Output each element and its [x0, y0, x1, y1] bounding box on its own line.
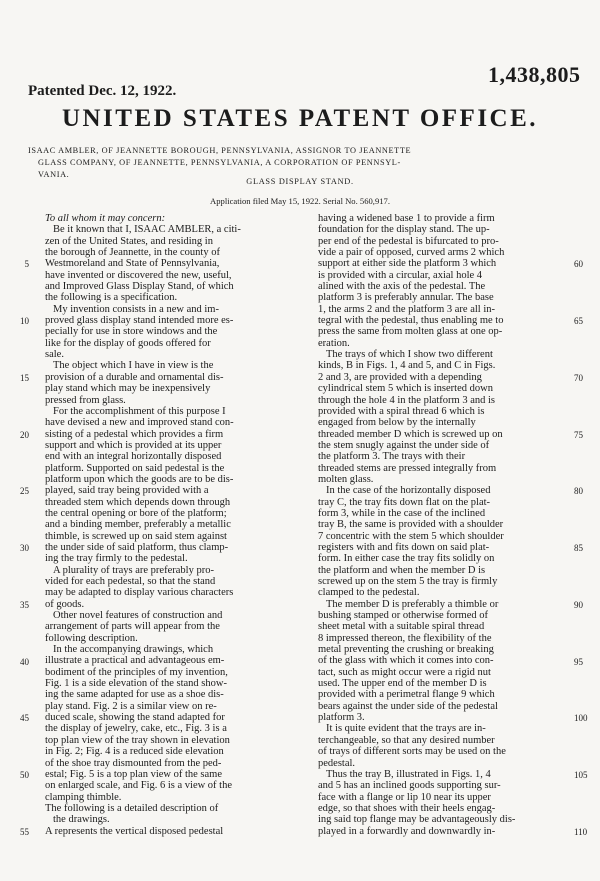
text-line: In the accompanying drawings, which — [53, 644, 214, 656]
text-line: The following is a detailed description of — [45, 802, 219, 814]
line-number: 45 — [20, 713, 29, 724]
text-line: proved glass display stand intended more es- — [45, 315, 234, 327]
text-line: played in a forwardly and downwardly in- — [318, 825, 496, 837]
text-line: Be it known that I, ISAAC AMBLER, a citi- — [53, 224, 241, 236]
text-line: platform 3. — [318, 712, 365, 724]
text-line: face with a flange or lip 10 near its upper — [318, 791, 491, 803]
text-line: foundation for the display stand. The up- — [318, 224, 490, 236]
text-line: To all whom it may concern: — [45, 213, 166, 224]
right-text-column — [318, 213, 571, 837]
text-line: the borough of Jeannette, in the county of — [45, 247, 220, 259]
text-line: per end of the pedestal is bifurcated to pro- — [318, 235, 499, 247]
text-line: play stand which may be inexpensively — [45, 383, 211, 395]
text-line: It is quite evident that the trays are in- — [326, 723, 486, 735]
assignor-line: VANIA. — [38, 170, 70, 179]
text-line: following description. — [45, 632, 138, 644]
text-line: the drawings. — [53, 814, 110, 826]
text-line: the platform 3. The trays with their — [318, 451, 466, 463]
text-line: play stand. Fig. 2 is a similar view on re- — [45, 700, 217, 712]
line-number: 35 — [20, 599, 29, 610]
text-line: Fig. 1 is a side elevation of the stand show- — [45, 678, 227, 690]
text-line: press the same from molten glass at one op- — [318, 326, 503, 338]
text-line: support and which is provided at its upper — [45, 439, 222, 451]
text-line: of the shoe tray dismounted from the ped- — [45, 757, 222, 769]
text-line: arrangement of parts will appear from the — [45, 621, 220, 633]
text-line: top plan view of the tray shown in elevation — [45, 734, 230, 746]
text-line: edge, so that shoes with their heels engag- — [318, 802, 496, 814]
application-line: Application filed May 15, 1922. Serial No. 560,917. — [210, 196, 390, 206]
text-line: The object which I have in view is the — [53, 360, 214, 372]
text-line: sheet metal with a suitable spiral thread — [318, 621, 485, 633]
line-number: 40 — [20, 656, 29, 667]
text-line: like for the display of goods offered for — [45, 337, 211, 349]
text-line: duced scale, showing the stand adapted for — [45, 712, 225, 724]
text-line: played, said tray being provided with a — [45, 485, 209, 497]
text-line: estal; Fig. 5 is a top plan view of the same — [45, 768, 223, 780]
text-line: registers with and fits down on said plat- — [318, 541, 490, 553]
text-line: in Fig. 2; Fig. 4 is a reduced side elevation — [45, 746, 224, 758]
text-line: and 5 has an inclined goods supporting sur- — [318, 780, 501, 792]
text-line: illustrate a practical and advantageous em- — [45, 655, 225, 667]
text-line: provided with a perimetral flange 9 which — [318, 689, 495, 701]
text-line: end with an integral horizontally disposed — [45, 451, 222, 463]
text-line: and Improved Glass Display Stand, of which — [45, 281, 234, 293]
line-number: 110 — [574, 826, 588, 837]
assignor-line: ISAAC AMBLER, OF JEANNETTE BOROUGH, PENNSYLVANIA, ASSIGNOR TO JEANNETTE — [28, 146, 412, 155]
text-line: tray C, the tray fits down flat on the plat- — [318, 496, 491, 508]
line-number: 105 — [574, 770, 588, 781]
text-line: molten glass. — [318, 473, 374, 485]
assignor-block — [28, 145, 574, 181]
text-line: tact, such as might occur were a rigid nut — [318, 666, 491, 678]
text-line: the stem snugly against the under side of — [318, 439, 490, 451]
line-number: 75 — [574, 429, 583, 440]
text-line: vided for each pedestal, so that the stand — [45, 576, 216, 587]
text-line: of trays of different sorts may be used on the — [318, 746, 506, 758]
text-line: A represents the vertical disposed pedestal — [45, 825, 224, 837]
text-line: The member D is preferably a thimble or — [326, 598, 499, 610]
text-line: My invention consists in a new and im- — [53, 303, 219, 315]
text-line: thimble, is screwed up on said stem against — [45, 530, 227, 542]
text-line: pedestal. — [318, 757, 356, 769]
line-number: 95 — [574, 656, 583, 667]
text-line: bears against the under side of the pedestal — [318, 700, 498, 712]
line-number: 25 — [20, 486, 29, 497]
text-line: provided with a spiral thread 6 which is — [318, 405, 485, 417]
text-line: have invented or discovered the new, useful, — [45, 269, 232, 281]
line-number: 100 — [574, 713, 588, 724]
text-line: having a widened base 1 to provide a firm — [318, 213, 495, 224]
line-number: 30 — [20, 543, 29, 554]
assignor-line: GLASS COMPANY, OF JEANNETTE, PENNSYLVANIA, A CORPORATION OF PENNSYL- — [38, 158, 401, 167]
text-line: tray B, the same is provided with a shoulder — [318, 519, 504, 531]
text-line: bushing stamped or otherwise formed of — [318, 610, 489, 622]
text-line: engaged from below by the internally — [318, 417, 476, 429]
text-line: In the case of the horizontally disposed — [326, 485, 491, 497]
text-line: A plurality of trays are preferably pro- — [53, 564, 214, 576]
invention-title: GLASS DISPLAY STAND. — [246, 177, 354, 186]
office-title: UNITED STATES PATENT OFFICE. — [61, 105, 539, 132]
text-line: through the hole 4 in the platform 3 and is — [318, 394, 496, 406]
text-line: platform upon which the goods are to be dis- — [45, 473, 234, 485]
text-line: 2 and 3, are provided with a depending — [318, 371, 482, 383]
text-line: kinds, B in Figs. 1, 4 and 5, and C in Figs. — [318, 360, 496, 372]
patented-date: Patented Dec. 12, 1922. — [28, 83, 177, 99]
left-text-column — [45, 213, 288, 837]
text-line: metal preventing the crushing or breaking — [318, 644, 494, 656]
text-line: form 3, while in the case of the inclined — [318, 507, 486, 519]
text-line: of goods. — [45, 598, 85, 610]
text-line: bodiment of the principles of my invention, — [45, 666, 228, 678]
text-line: vide a pair of opposed, curved arms 2 which — [318, 247, 505, 259]
text-line: 1, the arms 2 and the platform 3 are all in- — [318, 303, 495, 315]
text-line: 7 concentric with the stem 5 which shoulder — [318, 530, 504, 542]
line-number: 90 — [574, 599, 583, 610]
text-line: Other novel features of construction and — [53, 610, 223, 622]
line-number: 15 — [20, 372, 29, 383]
text-line: the central opening or bore of the platform; — [45, 507, 227, 519]
text-line: clamped to the pedestal. — [318, 587, 420, 599]
text-line: sale. — [45, 349, 64, 361]
text-line: is provided with a circular, axial hole 4 — [318, 269, 483, 281]
text-line: pressed from glass. — [45, 394, 126, 406]
line-number: 20 — [20, 429, 29, 440]
text-line: provision of a durable and ornamental dis- — [45, 371, 224, 383]
text-line: The trays of which I show two different — [326, 349, 493, 361]
text-line: threaded stems are pressed integrally from — [318, 462, 497, 474]
text-line: ing said top flange may be advantageously dis- — [318, 814, 516, 826]
line-number: 50 — [20, 770, 29, 781]
text-line: alined with the axis of the pedestal. The — [318, 281, 486, 293]
text-line: form. In either case the tray fits solidly on — [318, 553, 495, 565]
text-line: Westmoreland and State of Pennsylvania, — [45, 258, 220, 270]
line-number: 55 — [20, 826, 29, 837]
text-line: used. The upper end of the member D is — [318, 678, 487, 690]
text-line: have devised a new and improved stand con- — [45, 417, 234, 429]
text-line: threaded member D which is screwed up on — [318, 428, 503, 440]
text-line: eration. — [318, 337, 350, 349]
line-number: 70 — [574, 372, 583, 383]
text-line: ing the same adapted for use as a shoe dis- — [45, 689, 224, 701]
text-line: terchangeable, so that any desired number — [318, 734, 495, 746]
line-number: 10 — [20, 316, 29, 327]
line-number: 65 — [574, 316, 583, 327]
text-line: ing the tray firmly to the pedestal. — [45, 553, 188, 565]
text-line: clamping thimble. — [45, 791, 122, 803]
text-line: the display of jewelry, cake, etc., Fig. 3 is a — [45, 723, 227, 735]
line-number: 80 — [574, 486, 583, 497]
text-line: the following is a specification. — [45, 292, 178, 304]
patent-number: 1,438,805 — [488, 62, 581, 87]
line-number: 85 — [574, 543, 583, 554]
text-line: of the glass with which it comes into con- — [318, 655, 494, 667]
line-number: 60 — [574, 259, 583, 270]
text-line: on enlarged scale, and Fig. 6 is a view of the — [45, 780, 233, 792]
text-line: the platform and when the member D is — [318, 564, 486, 576]
text-line: For the accomplishment of this purpose I — [53, 405, 226, 417]
text-line: threaded stem which depends down through — [45, 496, 231, 508]
text-line: platform. Supported on said pedestal is the — [45, 462, 225, 474]
text-line: may be adapted to display various characters — [45, 587, 234, 599]
text-line: platform 3 is preferably annular. The base — [318, 292, 494, 304]
text-line: the under side of said platform, thus clamp- — [45, 541, 229, 553]
text-line: 8 impressed thereon, the flexibility of the — [318, 632, 492, 644]
text-line: support at either side the platform 3 which — [318, 258, 497, 270]
text-line: cylindrical stem 5 which is inserted down — [318, 383, 493, 395]
text-line: Thus the tray B, illustrated in Figs. 1, 4 — [326, 768, 491, 780]
text-line: and a binding member, preferably a metallic — [45, 519, 231, 531]
line-number: 5 — [24, 259, 29, 270]
text-line: pecially for use in store windows and the — [45, 326, 218, 338]
text-line: tegral with the pedestal, thus enabling me to — [318, 315, 504, 327]
text-line: zen of the United States, and residing in — [45, 235, 213, 247]
text-line: sisting of a pedestal which provides a firm — [45, 428, 224, 440]
text-line: screwed up on the stem 5 the tray is firmly — [318, 576, 498, 587]
